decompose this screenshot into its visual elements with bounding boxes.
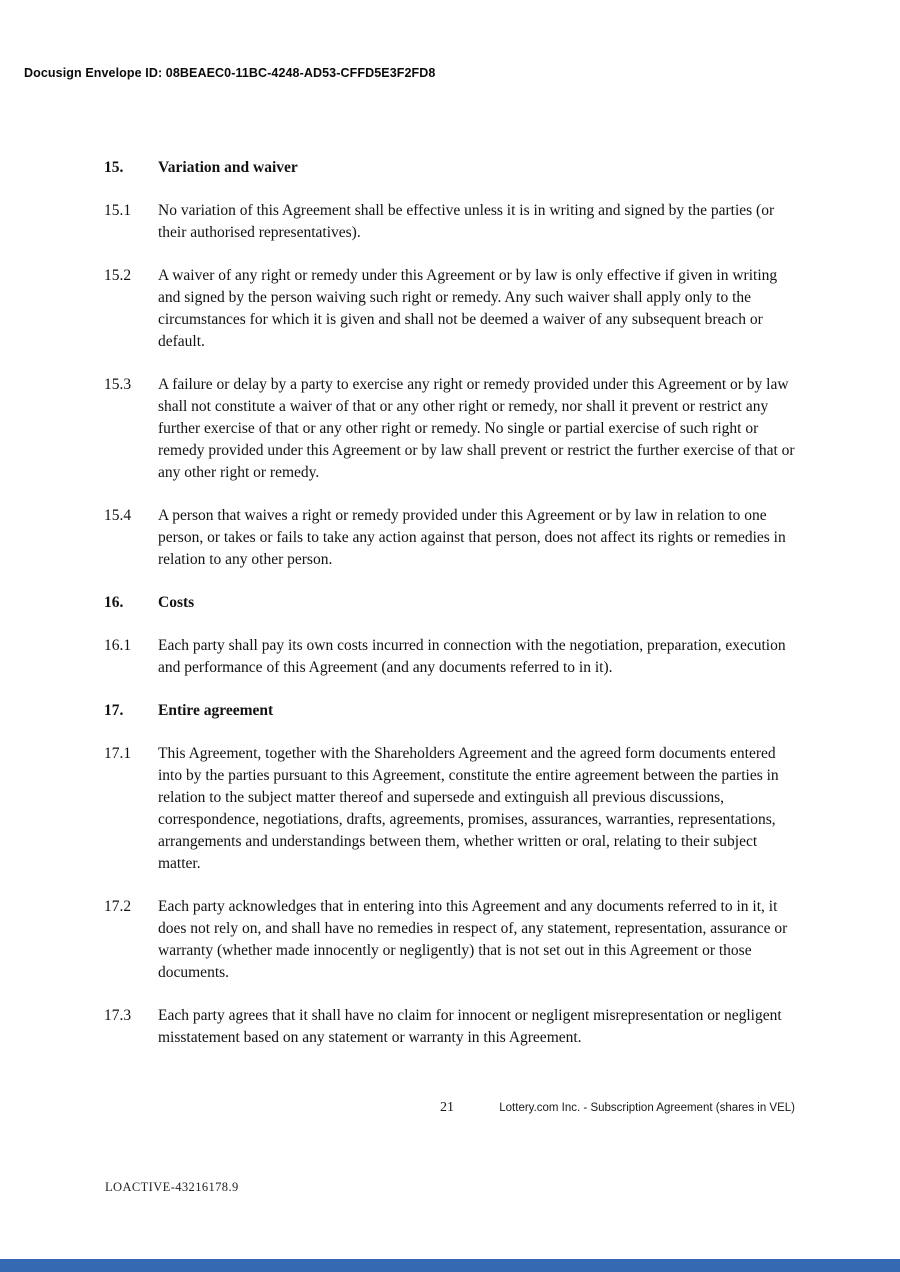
clause-text: This Agreement, together with the Shareholders Agreement and the agreed form documents entered into by the parties pursuant to this Agreement, constitute the entire agreement between the parties in relation to the subject matter thereof and supersede and extinguish all previous discussions, correspondence, negotiations, drafts, agreements, promises, assurances, warranties, representations, arrangements and understandings between them, whether written or oral, relating to their subject matter. — [158, 745, 779, 872]
clause — [104, 265, 798, 353]
clause-text: Each party agrees that it shall have no claim for innocent or negligent misrepresentation or negligent misstatement based on any statement or warranty in this Agreement. — [158, 1007, 782, 1046]
clause — [104, 896, 798, 984]
clause-number: 16.1 — [104, 637, 132, 654]
clause-text: Each party shall pay its own costs incurred in connection with the negotiation, preparation, execution and performance of this Agreement (and any documents referred to in it). — [158, 637, 786, 676]
clause-number: 17.1 — [104, 745, 132, 762]
clause-text: A person that waives a right or remedy provided under this Agreement or by law in relation to one person, or takes or fails to take any action against that person, does not affect its rights or remedies in relation to any other person. — [158, 507, 786, 568]
clause-number: 15.2 — [104, 267, 132, 284]
clause — [104, 743, 798, 875]
clause — [104, 374, 798, 484]
footer-document-title: Lottery.com Inc. - Subscription Agreement (shares in VEL) — [499, 1102, 795, 1114]
clause — [104, 635, 798, 679]
clause-text: No variation of this Agreement shall be effective unless it is in writing and signed by the parties (or their authorised representatives). — [158, 202, 775, 241]
clause-number: 15.1 — [104, 202, 132, 219]
clause-number: 17.3 — [104, 1007, 132, 1024]
section-title: Entire agreement — [158, 702, 274, 719]
clause-text: A waiver of any right or remedy under this Agreement or by law is only effective if given in writing and signed by the person waiving such right or remedy. Any such waiver shall apply only to the circumstances for which it is given and shall not be deemed a waiver of any subsequent breach or default. — [158, 267, 778, 350]
clause-number: 15.4 — [104, 507, 132, 524]
document-reference-code: LOACTIVE-43216178.9 — [105, 1180, 239, 1194]
page-number: 21 — [440, 1100, 454, 1115]
clause-number: 17. — [104, 702, 124, 719]
clause-number: 16. — [104, 594, 124, 611]
clause-number: 15. — [104, 159, 124, 176]
clause — [104, 200, 798, 244]
document-body — [104, 157, 798, 1070]
section-title: Costs — [158, 594, 195, 611]
section-heading — [104, 157, 798, 179]
clause-number: 17.2 — [104, 898, 132, 915]
bottom-blue-bar — [0, 1259, 900, 1272]
clause — [104, 1005, 798, 1049]
section-heading — [104, 592, 798, 614]
clause-number: 15.3 — [104, 376, 132, 393]
page-footer — [440, 1100, 795, 1116]
clause — [104, 505, 798, 571]
section-title: Variation and waiver — [158, 159, 298, 176]
clause-text: A failure or delay by a party to exercise any right or remedy provided under this Agreement or by law shall not constitute a waiver of that or any other right or remedy, nor shall it prevent or restrict any further exercise of that or any other right or remedy. No single or partial exercise of such right or remedy provided under this Agreement or by law shall prevent or restrict the further exercise of that or any other right or remedy. — [158, 376, 795, 481]
clause-text: Each party acknowledges that in entering into this Agreement and any documents referred to in it, it does not rely on, and shall have no remedies in respect of, any statement, representation, assurance or warranty (whether made innocently or negligently) that is not set out in this Agreement or those documents. — [158, 898, 788, 981]
section-heading — [104, 700, 798, 722]
docusign-envelope-id: Docusign Envelope ID: 08BEAEC0-11BC-4248-AD53-CFFD5E3F2FD8 — [24, 66, 436, 80]
